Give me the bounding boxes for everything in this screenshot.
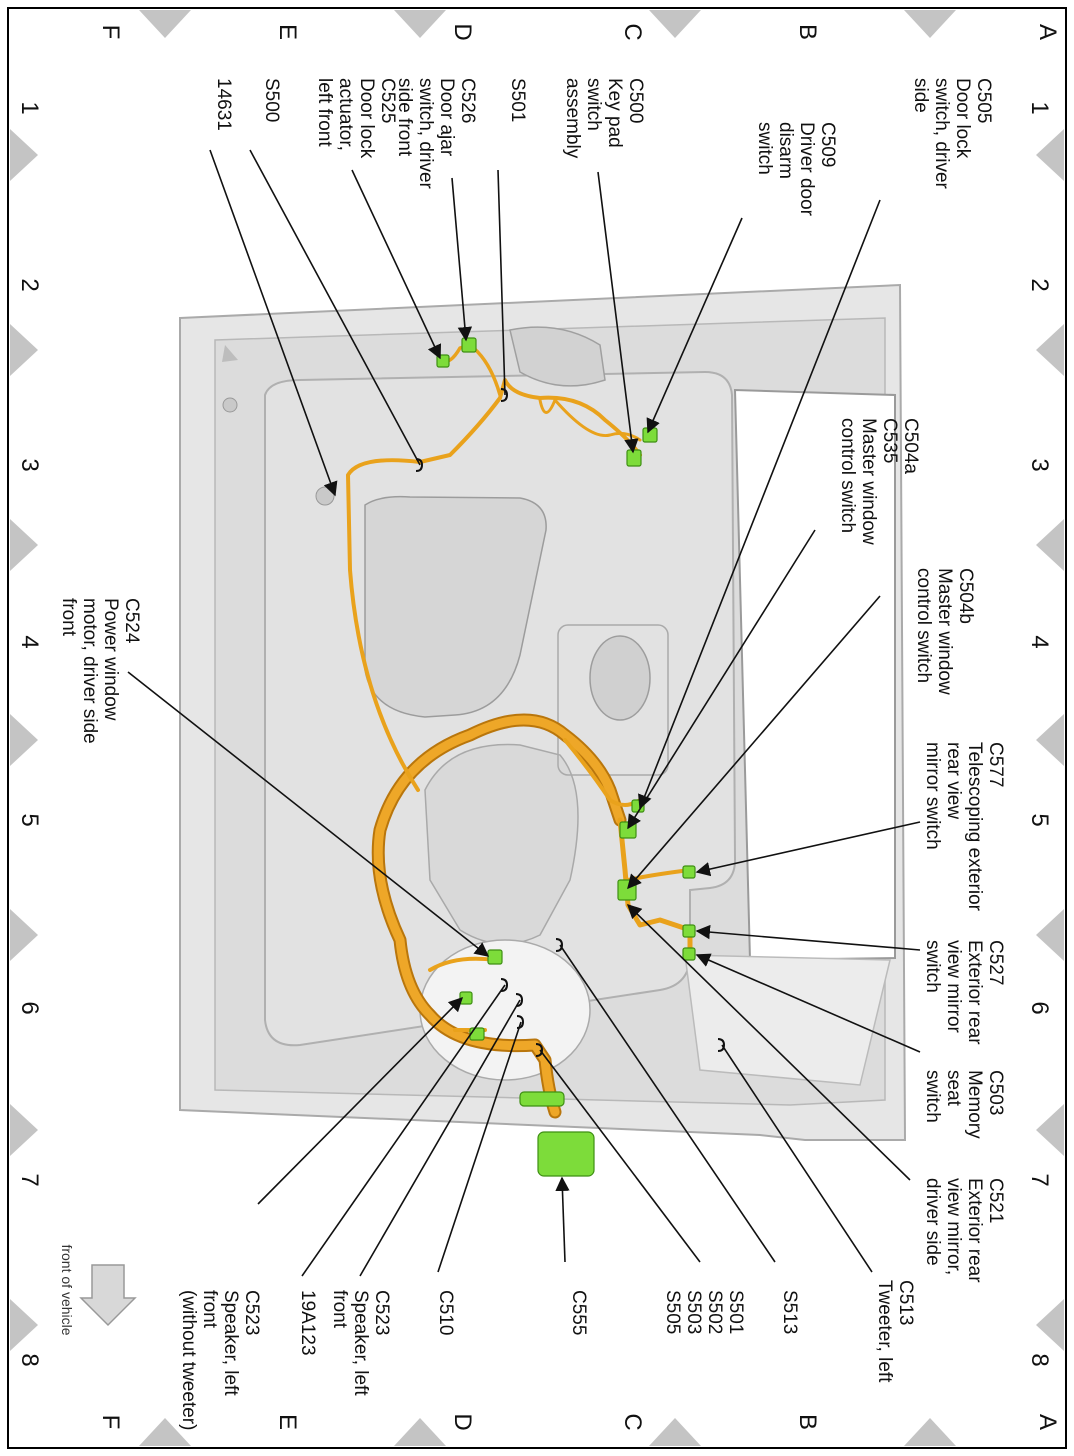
grid-number-right-8: 8 (1026, 1353, 1053, 1367)
grid-number-right-3: 3 (1026, 458, 1053, 472)
callout-c509-line-1: Driver door (796, 122, 817, 216)
callout-c526-line-0: C526 (457, 78, 478, 124)
callout-c504b-line-1: Master window (934, 568, 955, 695)
callout-c555-line-0: C555 (568, 1290, 589, 1336)
connector-grommet (520, 1092, 564, 1106)
callout-s_group-line-3: S505 (662, 1290, 683, 1335)
grid-number-left-4: 4 (16, 635, 43, 649)
callout-c523b-line-1: Speaker, left (220, 1290, 241, 1396)
callout-c526-line-3: side front (394, 78, 415, 157)
callout-c523b-line-0: C523 (241, 1290, 262, 1336)
callout-c525-line-0: C525 (377, 78, 398, 124)
callout-c505-line-1: Door lock (952, 78, 973, 159)
callout-c504a-line-0: C504a (900, 418, 921, 474)
callout-c505-line-2: switch, driver (931, 78, 952, 189)
callout-c526-line-2: switch, driver (415, 78, 436, 189)
callout-c527-line-3: switch (922, 940, 943, 993)
connector-c509 (643, 428, 657, 442)
callout-c509-line-2: disarm (775, 122, 796, 180)
callout-c527-line-2: view mirror (943, 940, 964, 1033)
callout-p14631-line-0: 14631 (213, 78, 234, 131)
connector-c577 (683, 866, 695, 878)
callout-c500-line-3: assembly (562, 78, 583, 159)
callout-s513-line-0: S513 (779, 1290, 800, 1335)
grid-letter-bottom-E: E (274, 1413, 301, 1431)
grid-letter-top-E: E (274, 23, 301, 41)
callout-s_group-line-1: S502 (704, 1290, 725, 1335)
grid-letter-bottom-F: F (97, 1414, 124, 1430)
callout-c577-line-3: mirror switch (922, 742, 943, 850)
connector-c500 (627, 450, 641, 466)
grid-letter-top-A: A (1034, 23, 1061, 41)
callout-c523b-line-3: (without tweeter) (178, 1290, 199, 1431)
callout-c503-line-3: switch (922, 1070, 943, 1123)
grid-number-right-5: 5 (1026, 813, 1053, 827)
callout-c523a-line-2: front (329, 1290, 350, 1329)
callout-c503-line-1: Memory (964, 1070, 985, 1139)
callout-c577-line-1: Telescoping exterior (964, 742, 985, 911)
callout-c521-line-2: view mirror, (943, 1178, 964, 1276)
callout-c525-line-1: Door lock (356, 78, 377, 159)
grid-letter-top-D: D (449, 23, 476, 41)
connector-c535 (620, 822, 636, 838)
grid-letter-top-B: B (794, 23, 821, 41)
callout-s500-line-0: S500 (261, 78, 282, 123)
callout-c504a-line-1: C535 (879, 418, 900, 464)
callout-c503-line-0: C503 (985, 1070, 1006, 1116)
callout-c524-line-1: Power window (100, 598, 121, 721)
grid-letter-bottom-B: B (794, 1413, 821, 1431)
callout-c524-line-3: front (58, 598, 79, 637)
connector-c526 (462, 338, 476, 352)
grid-letter-top-F: F (97, 24, 124, 40)
connector-c503 (683, 948, 695, 960)
callout-c527-line-0: C527 (985, 940, 1006, 986)
callout-c500-line-0: C500 (625, 78, 646, 124)
callout-s_group-line-0: S501 (725, 1290, 746, 1335)
callout-c504b-line-2: control switch (913, 568, 934, 684)
grid-number-right-7: 7 (1026, 1173, 1053, 1187)
callout-c509-line-3: switch (754, 122, 775, 175)
callout-c509-line-0: C509 (817, 122, 838, 168)
callout-c523a-line-0: C523 (371, 1290, 392, 1336)
grid-number-left-2: 2 (16, 278, 43, 292)
connector-c524 (488, 950, 502, 964)
callout-c513-line-0: C513 (895, 1280, 916, 1326)
callout-c525-line-3: left front (314, 78, 335, 147)
grid-number-right-6: 6 (1026, 1001, 1053, 1015)
grid-number-right-1: 1 (1026, 101, 1053, 115)
grid-letter-top-C: C (619, 23, 646, 41)
grid-letter-bottom-D: D (449, 1413, 476, 1431)
connector-c527 (683, 925, 695, 937)
callout-c503-line-2: seat (943, 1070, 964, 1106)
callout-c524-line-0: C524 (121, 598, 142, 644)
connector-c510 (470, 1028, 484, 1040)
callout-s_group-line-2: S503 (683, 1290, 704, 1335)
callout-s501_top-line-0: S501 (507, 78, 528, 123)
callout-c577-line-0: C577 (985, 742, 1006, 788)
callout-c504a-line-2: Master window (858, 418, 879, 545)
callout-c505-line-0: C505 (973, 78, 994, 124)
callout-c505-line-3: side (910, 78, 931, 113)
callout-c500-line-2: switch (583, 78, 604, 131)
callout-c526-line-1: Door ajar (436, 78, 457, 157)
callout-c504a-line-3: control switch (837, 418, 858, 534)
callout-c523b-line-2: front (199, 1290, 220, 1329)
grid-letter-bottom-C: C (619, 1413, 646, 1431)
front-of-vehicle-label: front of vehicle (59, 1244, 75, 1336)
callout-c510-line-0: C510 (435, 1290, 456, 1336)
callout-c527-line-1: Exterior rear (964, 940, 985, 1045)
callout-c513-line-1: Tweeter, left (874, 1280, 895, 1383)
grid-number-right-2: 2 (1026, 278, 1053, 292)
grid-number-left-6: 6 (16, 1001, 43, 1015)
callout-c504b-line-0: C504b (955, 568, 976, 624)
callout-c524-line-2: motor, driver side (79, 598, 100, 744)
connector-c555 (538, 1132, 594, 1176)
callout-c521-line-0: C521 (985, 1178, 1006, 1224)
grid-number-left-8: 8 (16, 1353, 43, 1367)
grid-number-left-1: 1 (16, 101, 43, 115)
callout-c521-line-1: Exterior rear (964, 1178, 985, 1283)
callout-c521-line-3: driver side (922, 1178, 943, 1266)
callout-p19a123-line-0: 19A123 (297, 1290, 318, 1356)
grid-number-left-3: 3 (16, 458, 43, 472)
grid-letter-bottom-A: A (1034, 1413, 1061, 1431)
grid-number-right-4: 4 (1026, 635, 1053, 649)
callout-c525-line-2: actuator, (335, 78, 356, 151)
callout-c523a-line-1: Speaker, left (350, 1290, 371, 1396)
grid-number-left-5: 5 (16, 813, 43, 827)
callout-c500-line-1: Key pad (604, 78, 625, 148)
grid-number-left-7: 7 (16, 1173, 43, 1187)
callout-c577-line-2: rear view (943, 742, 964, 820)
